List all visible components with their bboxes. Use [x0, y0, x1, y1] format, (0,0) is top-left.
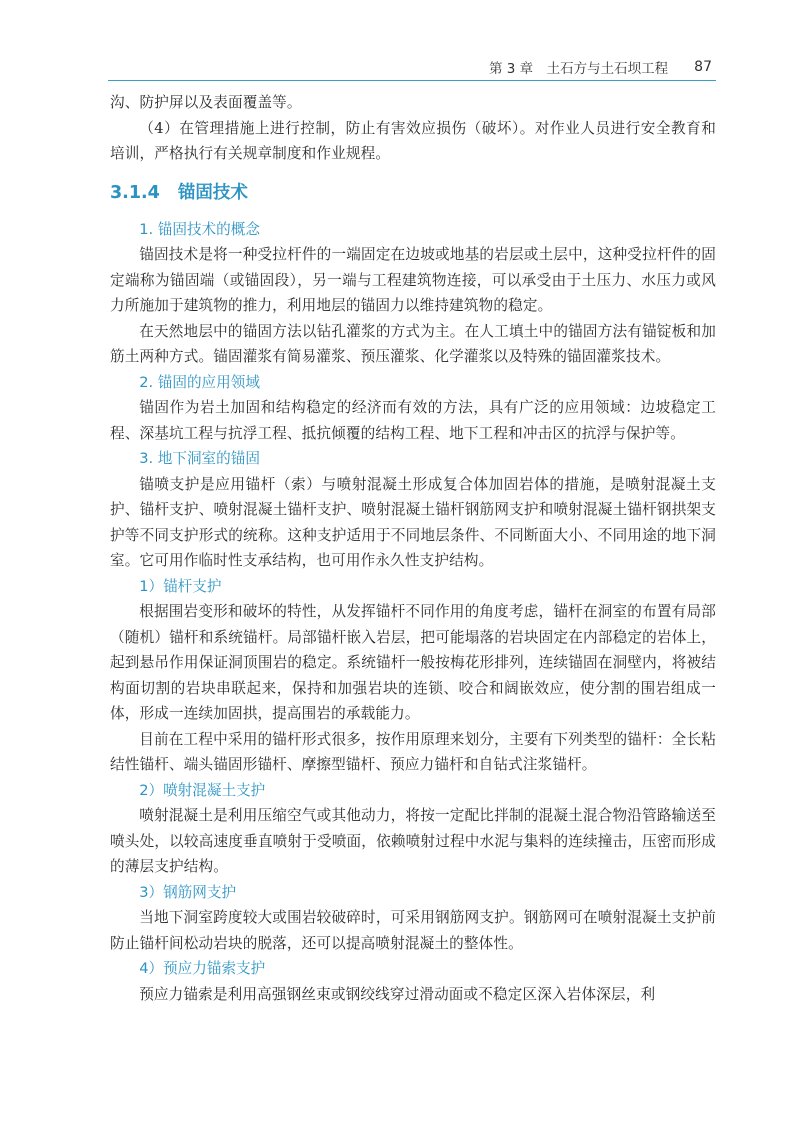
paragraph: 预应力锚索是利用高强钢丝束或钢绞线穿过滑动面或不稳定区深入岩体深层，利	[139, 985, 656, 1003]
paragraph: 锚固技术是将一种受拉杆件的一端固定在边坡或地基的岩层或土层中，这种受拉杆件的固定端称为锚固端（或锚固段），另一端与工程建筑物连接，可以承受由于土压力、水压力或风力所施加于建筑物的推力，利用地层的锚固力以维持建筑物的稳定。	[110, 246, 716, 314]
subsection-heading: 4）预应力锚索支护	[139, 960, 266, 977]
page-number: 87	[694, 59, 712, 75]
paragraph: （4）在管理措施上进行控制，防止有害效应损伤（破坏）。对作业人员进行安全教育和培训，严格执行有关规章制度和作业规程。	[110, 119, 716, 162]
paragraph: 锚喷支护是应用锚杆（索）与喷射混凝土形成复合体加固岩体的措施，是喷射混凝土支护、锚杆支护、喷射混凝土锚杆支护、喷射混凝土锚杆钢筋网支护和喷射混凝土锚杆钢拱架支护等不同支护形式的统称。这种支护适用于不同地层条件、不同断面大小、不同用途的地下洞室。它可用作临时性支承结构，也可用作永久性支护结构。	[110, 475, 716, 569]
header-rule	[108, 80, 716, 81]
running-header	[108, 56, 712, 78]
subsection-heading: 1）锚杆支护	[139, 577, 222, 595]
paragraph: 在天然地层中的锚固方法以钻孔灌浆的方式为主。在人工填土中的锚固方法有锚锭板和加筋土两种方式。锚固灌浆有简易灌浆、预压灌浆、化学灌浆以及特殊的锚固灌浆技术。	[110, 322, 716, 365]
subsection-heading: 2）喷射混凝土支护	[139, 781, 266, 799]
subsection-heading: 3. 地下洞室的锚固	[139, 450, 260, 467]
body-text	[110, 90, 716, 1007]
paragraph: 根据围岩变形和破坏的特性，从发挥锚杆不同作用的角度考虑，锚杆在洞室的布置有局部（随机）锚杆和系统锚杆。局部锚杆嵌入岩层，把可能塌落的岩块固定在内部稳定的岩体上，起到悬吊作用保证洞顶围岩的稳定。系统锚杆一般按梅花形排列，连续锚固在洞壁内，将被结构面切割的岩块串联起来，保持和加强岩块的连锁、咬合和阔嵌效应，使分割的围岩组成一体，形成一连续加固拱，提高围岩的承载能力。	[110, 603, 716, 722]
paragraph: 目前在工程中采用的锚杆形式很多，按作用原理来划分，主要有下列类型的锚杆：全长粘结性锚杆、端头锚固形锚杆、摩擦型锚杆、预应力锚杆和自钻式注浆锚杆。	[110, 730, 716, 773]
section-heading	[110, 179, 716, 207]
subsection-heading: 3）钢筋网支护	[139, 883, 237, 901]
paragraph: 喷射混凝土是利用压缩空气或其他动力，将按一定配比拌制的混凝土混合物沿管路输送至喷头处，以较高速度垂直喷射于受喷面，依赖喷射过程中水泥与集料的连续撞击，压密而形成的薄层支护结构。	[110, 807, 716, 875]
chapter-title: 第 3 章 土石方与土石坝工程	[489, 61, 669, 77]
subsection-heading: 1. 锚固技术的概念	[139, 220, 260, 238]
section-title: 锚固技术	[177, 182, 248, 203]
paragraph: 锚固作为岩土加固和结构稳定的经济而有效的方法，具有广泛的应用领域：边坡稳定工程、深基坑工程与抗浮工程、抵抗倾覆的结构工程、地下工程和冲击区的抗浮与保护等。	[110, 399, 716, 442]
subsection-heading: 2. 锚固的应用领域	[139, 373, 260, 391]
section-number: 3.1.4	[110, 182, 160, 203]
paragraph: 当地下洞室跨度较大或围岩较破碎时，可采用钢筋网支护。钢筋网可在喷射混凝土支护前防止锚杆间松动岩块的脱落，还可以提高喷射混凝土的整体性。	[110, 909, 716, 952]
paragraph: 沟、防护屏以及表面覆盖等。	[110, 94, 302, 111]
